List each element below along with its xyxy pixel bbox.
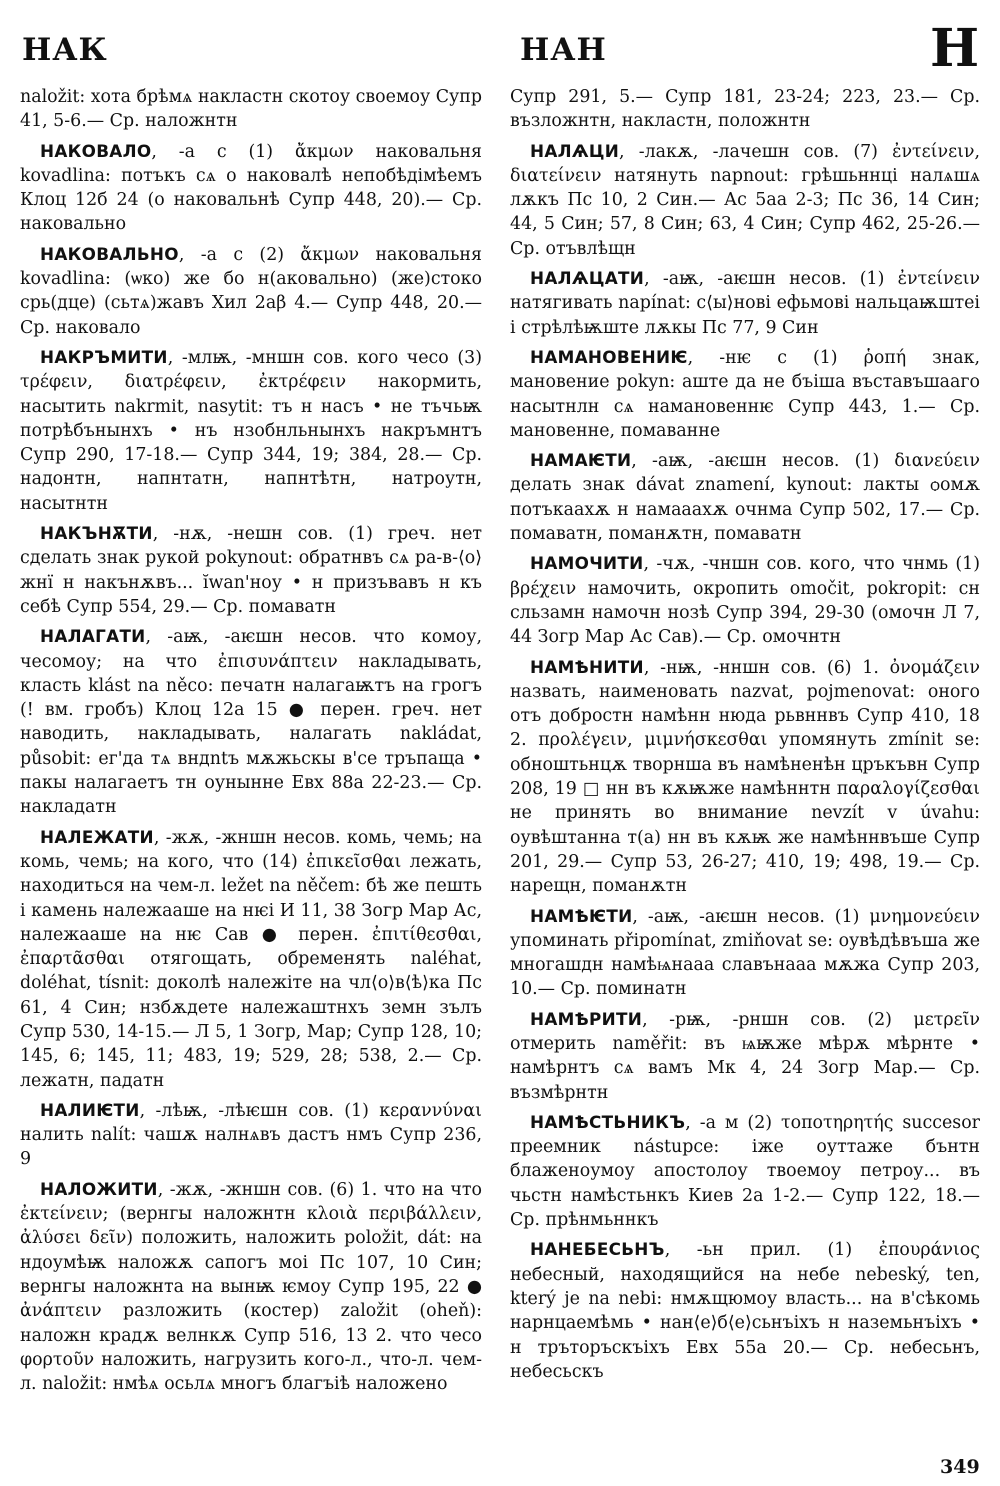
entry-headword: НАКЪНѪТИ [40, 523, 153, 544]
entry-text: , -аѭ, -аѥшн несов. (1) μνημονεύειν упоминать připomínat, zmiňovat se: оувѣдѣвъша же многашдн намѣѩнааа славънааа мѫжа Супр 203, 10.— Ср. поминатн [510, 906, 980, 1000]
page-number: 349 [940, 1456, 980, 1478]
entry-text: , -рѭ, -рншн сов. (2) μετρεῖν отмерить naměřit: въ ѩѭже мѣрѫ мѣрнте • намѣрнтъ сѧ вамъ Мк 4, 24 Зогр Мар.— Ср. възмѣрнтн [510, 1009, 980, 1103]
entry-text: , -аѭ, -аѥшн несов. (1) διανεύειν делать знак dávat znamení, kynout: лакты ѻомѫ потъкааxѫ н намаааxѫ очнма Супр 502, 17.— Ср. помаватн, поманѫтн, помаватн [510, 451, 980, 545]
header-letter: Н [930, 18, 980, 79]
dictionary-entry [20, 624, 482, 819]
entry-text: , -аѭ, -аѥшн несов. (1) ἐντείνειν натягивать napínat: с⟨ы⟩нові ефьмові нальцаѭштеі і стрѣлѣѭште лѫкы Пс 77, 9 Син [510, 269, 980, 338]
dictionary-entry [20, 84, 482, 134]
entry-headword: НАМѢѤТИ [530, 905, 633, 926]
entry-headword: НАМѢНИТИ [530, 656, 644, 677]
running-header [0, 20, 1000, 80]
dictionary-entry [510, 1007, 980, 1105]
dictionary-entry [20, 825, 482, 1093]
entry-headword: НАКОВАЛО [40, 140, 152, 161]
entry-text: , -а с (2) ἄκμων наковальня kovadlina: (ѡко) же бо н(аковально) (же)стоко срь(дце) (сьтѧ)жавъ Хил 2аβ 4.— Супр 448, 20.— Ср. наковало [20, 244, 482, 338]
dictionary-entry [510, 1237, 980, 1384]
header-center: НАН [520, 32, 607, 68]
dictionary-entry [510, 84, 980, 134]
entry-headword: НАНЕБЕСЬНЪ [530, 1239, 665, 1260]
entry-text: , -жѫ, -жншн сов. (6) 1. что на что ἐκτείνειν; (вернгы наложнтн κλοιὰ περιβάλλειν, ἀλύσει δεῖν) положить, наложить položit, dát: на ндоумѣѭ наложѫ сапогъ моі Пс 107, 10 Син; вернгы наложнта на вынѭ ѥмоу Супр 195, 22 ● ἀνάπτειν разложить (костер) založit (oheň): наложн крадѫ велнкѫ Супр 516, 13 2. что чесо φορτοῦν наложить, нагрузить кого-л., что-л. чем-л. naložit: нмѣѧ осьлѧ многъ благъіѣ наложено [20, 1179, 482, 1395]
left-column [20, 84, 482, 1444]
dictionary-entry [20, 242, 482, 340]
dictionary-entry [20, 1177, 482, 1397]
entry-text: , -жѫ, -жншн несов. комь, чемь; на комь, чемь; на кого, что (14) ἐπικεῖσθαι лежать, находиться на чем-л. ležet na něčem: бѣ же пешть і камень належааше на нѥі И 11, 38 Зогр Мар Ас, належааше на нѥ Сав ● перен. ἐπιτίθεσθαι, ἐπαρτᾶσθαι отягощать, обременять naléhat, doléhat, tísnit: доколѣ належіте на чл⟨о⟩в⟨ѣ⟩ка Пс 61, 4 Син; нзбѫдете належаштнхъ земн зълъ Супр 530, 14-15.— Л 5, 1 Зогр, Мар; Супр 128, 10; 145, 6; 145, 11; 483, 19; 529, 28; 538, 2.— Ср. лежатн, падатн [20, 827, 482, 1091]
dictionary-entry [20, 521, 482, 619]
entry-headword: НАЛАГАТИ [40, 626, 146, 647]
dictionary-entry [510, 655, 980, 899]
entry-text: Супр 291, 5.— Супр 181, 23-24; 223, 23.— Ср. възложнтн, накластн, положнтн [510, 87, 980, 132]
entry-text: , -аѭ, -аѥшн несов. что комоу, чесомоу; на что ἐπισυνάπτειν накладывать, класть klást na něco: печатн налагаѭтъ на грогъ (! вм. гробъ) Клоц 12а 15 ● перен. греч. нет наводить, накладывать, налагать nakládat, působit: ег'да тѧ вндntъ мѫжьскы в'се тръпаща • пакы налагаетъ тн оунынне Евх 88а 22-23.— Ср. накладатн [20, 627, 482, 818]
dictionary-entry [20, 345, 482, 516]
dictionary-entry [510, 551, 980, 649]
right-column [510, 84, 980, 1444]
dictionary-entry [510, 904, 980, 1002]
entry-text: , -нѭ, -нншн сов. (6) 1. ὀνομάζειν назвать, наименовать nazvat, pojmenovat: оного отъ добростн намѣнн нюда рьвннвъ Супр 410, 18 2. προλέγειν, μιμνήσκεσθαι упомянуть zmínit se: обноштьнцѫ творнша въ намѣненѣн цръкъвн Супр 208, 19 □ нн въ кѫѭже намѣннтн παραλογίζεσθαι не принять во внимание nevzít v úvahu: оувѣштанна т(а) нн въ кѫѭ же намѣннвъше Супр 201, 29.— Супр 53, 26-27; 410, 19; 498, 19.— Ср. нарещн, поманѫтн [510, 657, 980, 897]
entry-text: , -лакѫ, -лачешн сов. (7) ἐντείνειν, διατείνειν натянуть napnout: грѣшьннці налѧшѧ лѫкъ Пс 10, 2 Син.— Ас 5аа 2-3; Пс 36, 14 Син; 44, 5 Син; 57, 8 Син; 63, 4 Син; Супр 462, 25-26.— Ср. отъвлѣщн [510, 141, 980, 259]
dictionary-entry [510, 266, 980, 340]
entry-text: , -млѭ, -мншн сов. кого чесо (3) τρέφειν, διατρέφειν, ἐκτρέφειν накормить, насытить nakrmit, nasytit: тъ н насъ • не тъчьѭ потрѣбънынхъ • нъ нзобнльнынхъ накръмнтъ Супр 290, 17-18.— Супр 344, 19; 384, 28.— Ср. надонтн, напнтатн, напнтѣтн, натроутн, насытнтн [20, 347, 482, 514]
entry-headword: НАЛИѤТИ [40, 1099, 140, 1120]
entry-text: , -а м (2) τοποτηρητής succesor преемник nástupce: іже оуттаже бънтн блаженоумоу апостолоу твоемоу петроу... въ чьстн намѣстьнкъ Киев 2а 1-2.— Супр 122, 18.— Ср. прѣнмьннкъ [510, 1112, 980, 1231]
dictionary-entry [510, 139, 980, 261]
entry-text: naložit: хота брѣмѧ накластн скотоу своемоу Супр 41, 5-6.— Ср. наложнтн [20, 87, 482, 132]
entry-text: , -лѣѭ, -лѣѥшн сов. (1) κεραννύναι налить nalít: чашѫ налнѧвъ дастъ нмъ Супр 236, 9 [20, 1100, 482, 1170]
entry-headword: НАЛОЖИТИ [40, 1178, 158, 1199]
entry-headword: НАМѢСТЬНИКЪ [530, 1111, 686, 1132]
entry-headword: НАЛѦЦИ [530, 140, 620, 161]
entry-text: , -чѫ, -чншн сов. кого, что чнмь (1) βρέχειν намочить, окропить omočit, pokropit: сн сльзамн намочн нозѣ Супр 394, 29-30 (омочн Л 7, 44 Зогр Мар Ас Сав).— Ср. омочнтн [510, 554, 980, 648]
dictionary-entry [20, 139, 482, 237]
entry-text: , -ьн прил. (1) ἐπουράνιος небесный, находящийся на небе nebeský, ten, který je na nebi: нмѫщюмоу власть... на в'сѣкомь нарнцаемѣмь • нан⟨е⟩б⟨е⟩сьнъіхъ н наземьнъіхъ • н тръторъскъіхъ Евх 55а 20.— Ср. небесьнъ, небесьскъ [510, 1240, 980, 1382]
entry-headword: НАМАѤТИ [530, 450, 632, 471]
header-left: НАК [22, 32, 108, 68]
dictionary-entry [510, 345, 980, 443]
entry-headword: НАЛЕЖАТИ [40, 826, 154, 847]
entry-text: , -нѫ, -нешн сов. (1) греч. нет сделать знак рукой pokynout: обратнвъ сѧ ра-в-⟨о⟩жнї н накънѫвъ... ĭwan'ноу • н призъвавъ н къ себѣ Супр 554, 29.— Ср. помаватн [20, 524, 482, 617]
entry-headword: НАКРЪМИТИ [40, 346, 168, 367]
entry-text: , -а с (1) ἄκμων наковальня kovadlina: потъкъ сѧ о наковалѣ непобѣдімѣемъ Клоц 12б 24 (о наковальнѣ Супр 448, 20).— Ср. наковально [20, 141, 482, 235]
dictionary-entry [510, 1110, 980, 1232]
entry-headword: НАМАНОВЕНИѤ [530, 346, 688, 367]
entry-headword: НАМОЧИТИ [530, 553, 644, 574]
dictionary-entry [20, 1098, 482, 1172]
entry-text: , -нѥ с (1) ῥοπή знак, мановение pokyn: аште да не бъіша въставъшааго насытнлн сѧ намановеннѥ Супр 443, 1.— Ср. мановенне, помаванне [510, 347, 980, 441]
dictionary-entry [510, 448, 980, 546]
entry-headword: НАЛѦЦАТИ [530, 268, 645, 289]
entry-headword: НАМѢРИТИ [530, 1008, 643, 1029]
entry-headword: НАКОВАЛЬНО [40, 243, 179, 264]
